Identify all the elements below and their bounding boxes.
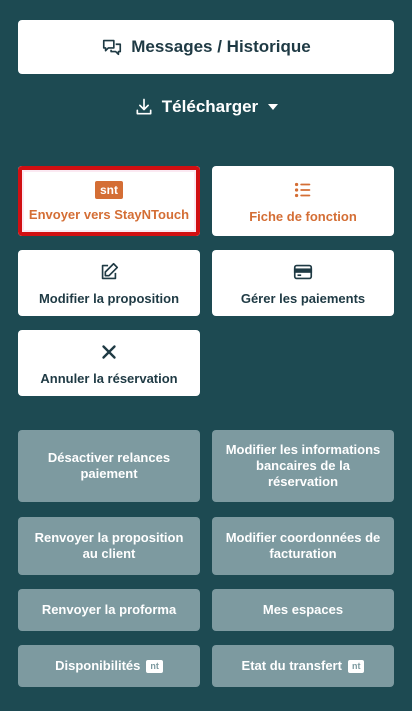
- cancel-reservation-button[interactable]: [18, 330, 200, 396]
- download-label: Télécharger: [161, 97, 259, 116]
- function-sheet-label: Fiche de fonction: [249, 208, 357, 224]
- manage-payments-label: Gérer les paiements: [240, 290, 366, 306]
- messages-history-label: Messages / Historique: [131, 37, 311, 56]
- my-spaces-button[interactable]: [212, 589, 394, 631]
- edit-proposal-button[interactable]: [18, 250, 200, 316]
- availability-button[interactable]: [18, 645, 200, 687]
- download-dropdown[interactable]: [0, 92, 412, 122]
- stayntouch-badge: nt: [348, 660, 365, 673]
- send-to-stayntouch-label: Envoyer vers StayNTouch: [28, 206, 190, 222]
- edit-icon: [98, 261, 120, 283]
- resend-proforma-label: Renvoyer la proforma: [41, 602, 177, 617]
- disable-payment-reminders-label: Désactiver relances paiement: [47, 450, 171, 481]
- credit-card-icon: [292, 261, 314, 283]
- manage-payments-button[interactable]: [212, 250, 394, 316]
- disable-payment-reminders-button[interactable]: [18, 430, 200, 502]
- list-icon: [292, 179, 314, 201]
- availability-label: Disponibilités: [55, 658, 141, 673]
- transfer-status-button[interactable]: [212, 645, 394, 687]
- function-sheet-button[interactable]: [212, 166, 394, 236]
- my-spaces-label: Mes espaces: [262, 602, 344, 617]
- chat-bubbles-icon: [101, 36, 123, 58]
- edit-billing-details-button[interactable]: [212, 517, 394, 575]
- resend-proforma-button[interactable]: [18, 589, 200, 631]
- edit-bank-info-button[interactable]: [212, 430, 394, 502]
- caret-down-icon: [268, 104, 278, 110]
- messages-history-button[interactable]: [18, 20, 394, 74]
- resend-proposal-button[interactable]: [18, 517, 200, 575]
- edit-billing-details-label: Modifier coordonnées de facturation: [225, 530, 381, 561]
- edit-proposal-label: Modifier la proposition: [38, 290, 180, 306]
- edit-bank-info-label: Modifier les informations bancaires de la réservation: [225, 442, 381, 489]
- close-icon: [98, 341, 120, 363]
- resend-proposal-label: Renvoyer la proposition au client: [34, 530, 184, 561]
- stayntouch-badge: nt: [146, 660, 163, 673]
- download-icon: [134, 97, 154, 117]
- transfer-status-label: Etat du transfert: [241, 658, 342, 673]
- stayntouch-logo: snt: [95, 181, 123, 199]
- send-to-stayntouch-button[interactable]: [18, 166, 200, 236]
- cancel-reservation-label: Annuler la réservation: [40, 370, 178, 386]
